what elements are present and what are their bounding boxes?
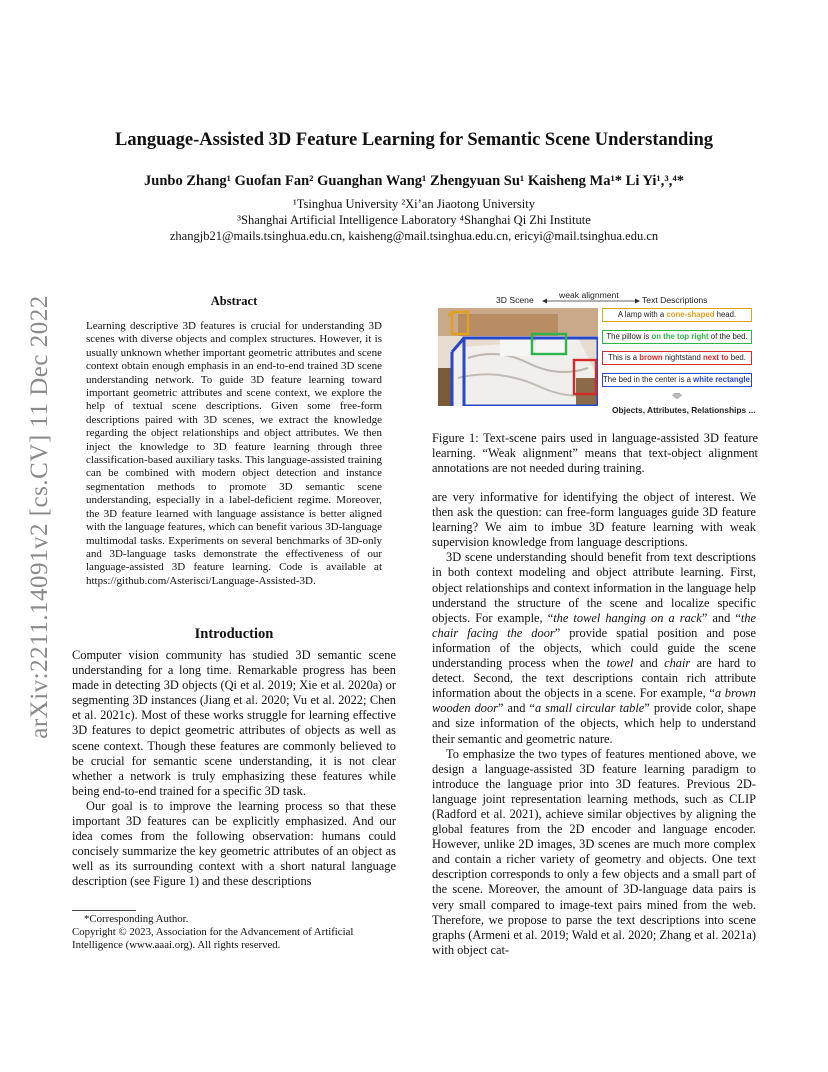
p1-text-e: are hard to detect. Second, the text descriptions contain rich attribute information about the objects in a scene. For example, “ xyxy=(432,656,756,701)
author-list: Junbo Zhang¹ Guofan Fan² Guanghan Wang¹ Zhengyuan Su¹ Kaisheng Ma¹* Li Yi¹,³,⁴* xyxy=(144,173,684,189)
desc-lamp-post: head. xyxy=(714,310,737,319)
p1-text-g: ” provide color, shape and size information of the objects, which help to understand their semantic and geometric nature. xyxy=(432,701,756,746)
arrow-down-icon xyxy=(672,393,682,399)
introduction-heading: Introduction xyxy=(194,626,274,642)
footnote-rule xyxy=(72,910,136,911)
figure-summary: Objects, Attributes, Relationships ... xyxy=(612,405,756,415)
introduction-body xyxy=(72,648,396,890)
intro-paragraph-2: Our goal is to improve the learning process so that these important 3D features can be explicitly emphasized. And our idea comes from the following observation: humans could concisely summarize the key geometric attributes of an object as well as its surrounding context with a short natural language description (see Figure 1) and these descriptions xyxy=(72,798,396,889)
paper-title: Language-Assisted 3D Feature Learning for Semantic Scene Understanding xyxy=(115,130,713,150)
desc-bed-pre: The bed in the center is a xyxy=(603,375,694,384)
footnote xyxy=(72,913,402,952)
author-emails: zhangjb21@mails.tsinghua.edu.cn, kaisheng@mail.tsinghua.edu.cn, ericyi@mail.tsinghua.edu.cn xyxy=(169,229,659,243)
p1-example-towel: the towel hanging on a rack xyxy=(553,610,702,625)
desc-nightstand-mid: nightstand xyxy=(662,353,703,362)
p1-example-table: a small circular table xyxy=(534,701,645,716)
figure-label-weak-alignment: weak alignment xyxy=(559,290,619,300)
description-pillow xyxy=(602,330,752,344)
affiliation-line-1: ¹Tsinghua University ²Xi’an Jiaotong University xyxy=(292,197,535,211)
arxiv-sidebar xyxy=(18,282,62,752)
copyright-note: Copyright © 2023, Association for the Advancement of Artificial Intelligence (www.aaai.org). All rights reserved. xyxy=(72,926,354,951)
figure-1-caption: Figure 1: Text-scene pairs used in language-assisted 3D feature learning. “Weak alignment” means that text-object alignment annotations are not needed during training. xyxy=(432,431,758,475)
p1-text-b: ” and “ xyxy=(701,610,741,625)
intro-paragraph-1: Computer vision community has studied 3D semantic scene understanding for a long time. Remarkable progress has been made in detecting 3D objects (Qi et al. 2019; Xie et al. 2020a) or segmenting 3D instances (Jiang et al. 2020; Vu et al. 2022; Chen et al. 2021c). Most of these works struggle for learning effective 3D features to depict geometric attributes of objects as well as scene context. Though these features are commonly believed to be crucial for semantic scene understanding, it is not clear whether a network is truly emphasizing these features while being end-to-end trained for a specific 3D task. xyxy=(72,648,396,798)
p1-example-door: a brown wooden door xyxy=(432,686,756,716)
p1-example-chair: the chair facing the door xyxy=(432,610,756,640)
right-paragraph-2: To emphasize the two types of features mentioned above, we design a language-assisted 3D feature learning paradigm to introduce the language prior into 3D features. Previous 2D-language joint representation learning methods, such as CLIP (Radford et al. 2021), achieve similar objectives by aligning the global features from the 2D encoder and language encoder. However, unlike 2D images, 3D scenes are much more complex and contain a richer variety of geometry and objects. One text description corresponds to only a few objects and a small part of the scene. Moreover, the amount of 3D-language data pairs is very small compared to image-text pairs mined from the web. Therefore, we propose to parse the text descriptions into scene graphs (Armeni et al. 2019; Wald et al. 2020; Zhang et al. 2021a) with object cat- xyxy=(432,746,756,957)
desc-pillow-highlight: on the top right xyxy=(651,332,709,341)
affiliation-line-2: ³Shanghai Artificial Intelligence Laboratory ⁴Shanghai Qi Zhi Institute xyxy=(237,213,591,227)
desc-nightstand-highlight-1: brown xyxy=(639,353,663,362)
desc-lamp-pre: A lamp with a xyxy=(617,310,667,319)
double-arrow-icon xyxy=(542,296,640,306)
p1-text-d: and xyxy=(633,656,665,671)
description-bed xyxy=(602,373,752,387)
description-nightstand xyxy=(602,351,752,365)
desc-pillow-pre: The pillow is xyxy=(606,332,652,341)
figure-label-3d-scene: 3D Scene xyxy=(496,295,534,305)
abstract-text: Learning descriptive 3D features is crucial for understanding 3D scenes with diverse objects and complex structures. However, it is usually unknown whether important geometric attributes and scene context obtain enough emphasis in an end-to-end trained 3D scene understanding network. To guide 3D feature learning toward important geometric attributes and scene context, we explore the help of textual scene descriptions. Given some free-form descriptions paired with 3D scenes, we extract the knowledge regarding the object relationships and object attributes. We then inject the knowledge to 3D feature learning through three classification-based auxiliary tasks. This language-assisted training can be combined with modern object detection and instance segmentation methods to promote 3D semantic scene understanding, especially in a label-deficient regime. Moreover, the 3D feature learned with language assistance is better aligned with the language features, which can benefit various 3D-language multimodal tasks. Experiments on several benchmarks of 3D-only and 3D-language tasks demonstrate the effectiveness of our language-assisted 3D feature learning. Code is available at https://github.com/Asterisci/Language-Assisted-3D. xyxy=(86,320,382,587)
desc-nightstand-highlight-2: next to xyxy=(703,353,729,362)
desc-nightstand-post: bed. xyxy=(728,353,746,362)
corresponding-author-note: *Corresponding Author. xyxy=(84,913,189,925)
description-lamp xyxy=(602,308,752,322)
figure-label-text-descriptions: Text Descriptions xyxy=(642,295,708,305)
desc-pillow-post: of the bed. xyxy=(708,332,748,341)
scene-illustration xyxy=(438,308,598,406)
abstract-heading: Abstract xyxy=(210,294,258,308)
right-paragraph-0: are very informative for identifying the object of interest. We then ask the question: can free-form languages guide 3D feature learning? We aim to imbue 3D feature learning with weak supervision knowledge from language descriptions. xyxy=(432,490,756,550)
p1-text-a: 3D scene understanding should benefit from text descriptions in both context modeling and object attribute learning. First, object relationships and context information in the language help understand the structure of the scene and localize specific objects. For example, “ xyxy=(432,550,756,625)
right-column-body xyxy=(432,490,756,958)
p1-italic-towel: towel xyxy=(606,656,634,671)
p1-italic-chair: chair xyxy=(664,656,691,671)
p1-text-f: ” and “ xyxy=(497,701,535,716)
bedroom-scene-image xyxy=(438,308,598,406)
desc-lamp-highlight: cone-shaped xyxy=(666,310,715,319)
figure-1 xyxy=(432,288,758,422)
right-paragraph-1 xyxy=(432,550,756,746)
desc-bed-highlight: white rectangle xyxy=(693,375,750,384)
desc-nightstand-pre: This is a xyxy=(608,353,640,362)
arxiv-identifier: arXiv:2211.14091v2 [cs.CV] 11 Dec 2022 xyxy=(26,295,53,739)
desc-bed-post: . xyxy=(749,375,753,384)
p1-text-c: ” provide spatial position and pose information of the objects, which could guide the scene understanding process when the xyxy=(432,625,757,671)
